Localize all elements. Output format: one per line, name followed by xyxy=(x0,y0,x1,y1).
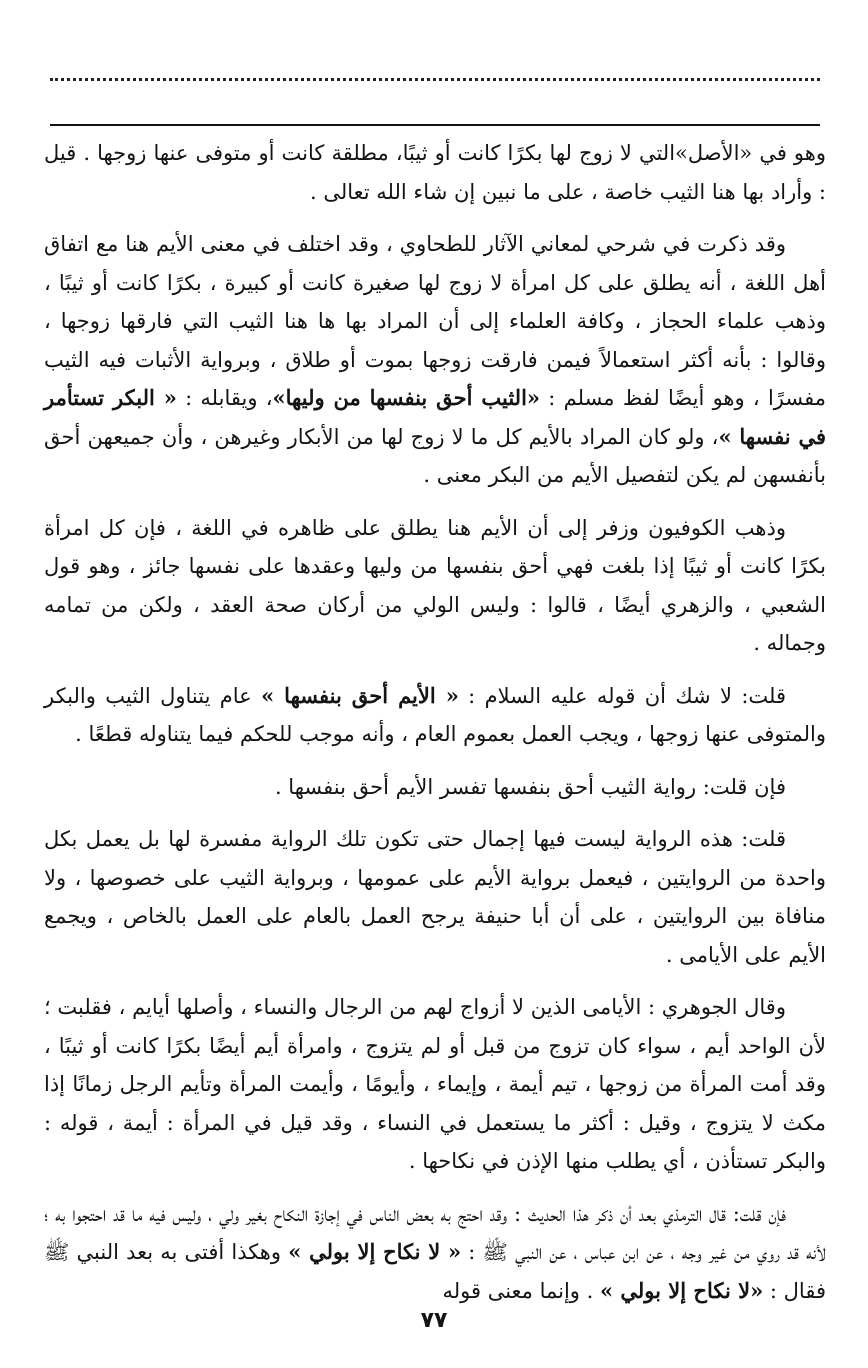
hadith-quote: « الأيم أحق بنفسها » xyxy=(261,682,459,708)
paragraph-text: وهو في «الأصل»التي لا زوج لها بكرًا كانت أو ثيبًا، مطلقة كانت أو متوفى عنها زوجها . قيل : وأراد بها هنا الثيب خاصة ، على ما نبين إن شاء الله تعالى . xyxy=(44,141,826,204)
header-rule xyxy=(50,124,820,126)
dotted-separator xyxy=(50,78,820,81)
paragraph-text: فإن قلت: رواية الثيب أحق بنفسها تفسر الأيم أحق بنفسها . xyxy=(274,774,786,799)
hadith-quote: « لا نكاح إلا بولي » xyxy=(288,1239,462,1264)
hadith-quote: «لا نكاح إلا بولي » xyxy=(599,1277,764,1303)
paragraph-text: وهكذا أفتى به بعد النبي ﷺ فقال : xyxy=(44,1240,826,1303)
paragraph xyxy=(44,988,826,1181)
hadith-quote: «الثيب أحق بنفسها من وليها» xyxy=(272,385,541,410)
paragraph xyxy=(44,134,826,211)
paragraph-text: وذهب الكوفيون وزفر إلى أن الأيم هنا يطلق على ظاهره في اللغة ، فإن كل امرأة بكرًا كانت أو ثيبًا إذا بلغت فهي أحق بنفسها من وليها وعقدها على نفسها جائز ، وهو قول الشعبي ، والزهري أيضًا ، قالوا : وليس الولي من أركان صحة العقد ، ولكن من تمامه وجماله . xyxy=(44,515,826,655)
paragraph xyxy=(44,225,826,495)
paragraph-text: وقد ذكرت في شرحي لمعاني الآثار للطحاوي ، وقد اختلف في معنى الأيم هنا مع اتفاق أهل اللغة ، أنه يطلق على كل امرأة لا زوج لها صغيرة كانت أو كبيرة ، بكرًا كانت أو ثيبًا ، وذهب علماء الحجاز ، وكافة العلماء إلى أن المراد بها ها هنا الثيب التي فارقها زوجها ، وقالوا : بأنه أكثر استعمالاً فيمن فارقت زوجها بموت أو طلاق ، وبرواية الأثبات فيه الثيب مفسرًا ، وهو أيضًا لفظ مسلم : xyxy=(44,232,826,410)
paragraph-text: وقال الجوهري : الأيامى الذين لا أزواج لهم من الرجال والنساء ، وأصلها أيايم ، فقلبت ؛ لأن الواحد أيم ، سواء كان تزوج من قبل أو لم يتزوج ، وامرأة أيم أيضًا بكرًا كانت أو ثيبًا ، وقد أمت المرأة من زوجها ، تيم أيمة ، وإيماء ، وأيومًا ، وأيمت المرأة وتأيم الرجل زمانًا إذا مكث لا يتزوج ، وقيل : أكثر ما يستعمل في النساء ، وقد قيل في المرأة : أيمة ، قوله : والبكر تستأذن ، أي يطلب منها الإذن في نكاحها . xyxy=(44,995,826,1173)
paragraph xyxy=(44,509,826,663)
paragraph-text: ، ولو كان المراد بالأيم كل ما لا زوج لها من الأبكار وغيرهن ، وأن جميعهن أحق بأنفسهن لم يكن لتفصيل الأيم من البكر معنى . xyxy=(44,424,826,487)
page-number: ٧٧ xyxy=(420,1308,448,1333)
paragraph xyxy=(44,820,826,974)
paragraph xyxy=(44,1195,826,1311)
page-body xyxy=(44,134,826,1324)
paragraph-text: . وإنما معنى قوله xyxy=(442,1278,600,1303)
paragraph-text: فإن قلت: قال الترمذي بعد أن ذكر هذا الحديث : وقد احتج به بعض الناس في إجازة النكاح بغير ولي ، وليس فيه ما قد احتجوا به ؛ لأنه قد روي من غير وجه ، عن ابن عباس ، عن النبي ﷺ : xyxy=(44,1201,826,1264)
hadith-quote: « البكر تستأمر في نفسها » xyxy=(44,385,826,449)
paragraph-text: قلت: لا شك أن قوله عليه السلام : xyxy=(458,683,787,708)
paragraph xyxy=(44,677,826,754)
paragraph xyxy=(44,768,826,807)
paragraph-text: قلت: هذه الرواية ليست فيها إجمال حتى تكون تلك الرواية مفسرة لها بل يعمل بكل واحدة من الروايتين ، فيعمل برواية الأيم على عمومها ، وبرواية الثيب على خصوصها ، ولا منافاة بين الروايتين ، على أن أبا حنيفة يرجح العمل بالعام على العمل بالخاص ، ويجمع الأيم على الأيامى . xyxy=(44,827,826,967)
paragraph-text: عام يتناول الثيب والبكر والمتوفى عنها زوجها ، ويجب العمل بعموم العام ، وأنه موجب للحكم فيما يتناوله قطعًا . xyxy=(44,683,826,746)
paragraph-text: ، ويقابله : xyxy=(176,386,273,410)
